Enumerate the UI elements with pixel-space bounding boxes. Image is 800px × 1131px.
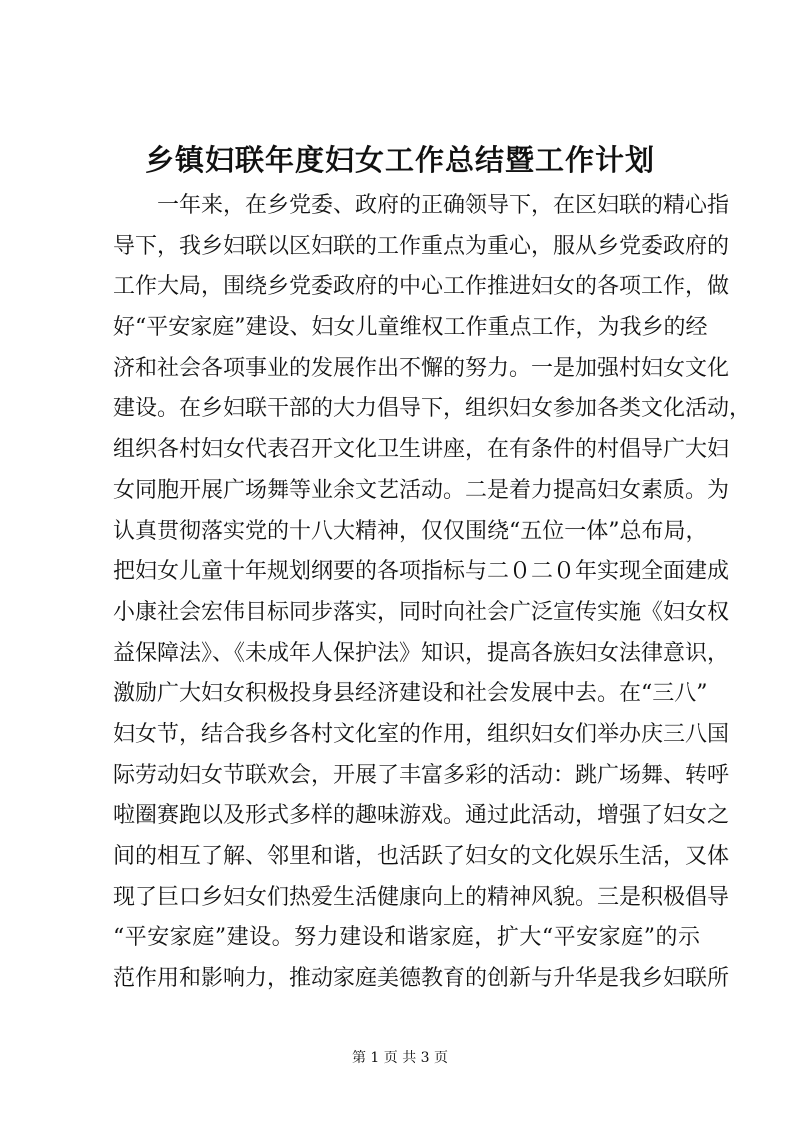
body-line: 工作大局，围绕乡党委政府的中心工作推进妇女的各项工作，做 bbox=[113, 274, 730, 300]
body-line: 小康社会宏伟目标同步落实，同时向社会广泛宣传实施《妇女权 bbox=[113, 599, 730, 625]
body-line: 女同胞开展广场舞等业余文艺活动。二是着力提高妇女素质。为 bbox=[113, 477, 730, 503]
body-line: 现了巨口乡妇女们热爱生活健康向上的精神风貌。三是积极倡导 bbox=[113, 884, 730, 910]
body-line: 激励广大妇女积极投身县经济建设和社会发展中去。在“三八” bbox=[113, 681, 708, 707]
body-line: 建设。在乡妇联干部的大力倡导下，组织妇女参加各类文化活动， bbox=[113, 396, 752, 422]
document-title: 乡镇妇联年度妇女工作总结暨工作计划 bbox=[144, 143, 655, 177]
body-line: 益保障法》、《未成年人保护法》知识，提高各族妇女法律意识， bbox=[113, 640, 730, 666]
body-line: 济和社会各项事业的发展作出不懈的努力。一是加强村妇女文化 bbox=[113, 355, 730, 381]
body-line: 际劳动妇女节联欢会，开展了丰富多彩的活动：跳广场舞、转呼 bbox=[113, 762, 730, 788]
body-line: “平安家庭”建设。努力建设和谐家庭，扩大“平安家庭”的示 bbox=[113, 925, 700, 951]
body-line: 啦圈赛跑以及形式多样的趣味游戏。通过此活动，增强了妇女之 bbox=[113, 803, 730, 829]
body-line: 范作用和影响力，推动家庭美德教育的创新与升华是我乡妇联所 bbox=[113, 966, 730, 992]
body-line: 间的相互了解、邻里和谐，也活跃了妇女的文化娱乐生活，又体 bbox=[113, 844, 730, 869]
body-line: 一年来，在乡党委、政府的正确领导下，在区妇联的精心指 bbox=[157, 193, 730, 218]
body-line: 把妇女儿童十年规划纲要的各项指标与二０二０年实现全面建成 bbox=[113, 559, 730, 585]
page-footer: 第 1 页 共 3 页 bbox=[351, 1050, 449, 1066]
body-line: 组织各村妇女代表召开文化卫生讲座，在有条件的村倡导广大妇 bbox=[113, 437, 730, 463]
document-body bbox=[113, 186, 752, 1000]
body-line: 妇女节，结合我乡各村文化室的作用，组织妇女们举办庆三八国 bbox=[113, 721, 730, 747]
body-line: 导下，我乡妇联以区妇联的工作重点为重心，服从乡党委政府的 bbox=[113, 233, 730, 259]
body-line: 认真贯彻落实党的十八大精神，仅仅围绕“五位一体”总布局， bbox=[113, 518, 708, 544]
body-line: 好“平安家庭”建设、妇女儿童维权工作重点工作，为我乡的经 bbox=[113, 315, 708, 341]
